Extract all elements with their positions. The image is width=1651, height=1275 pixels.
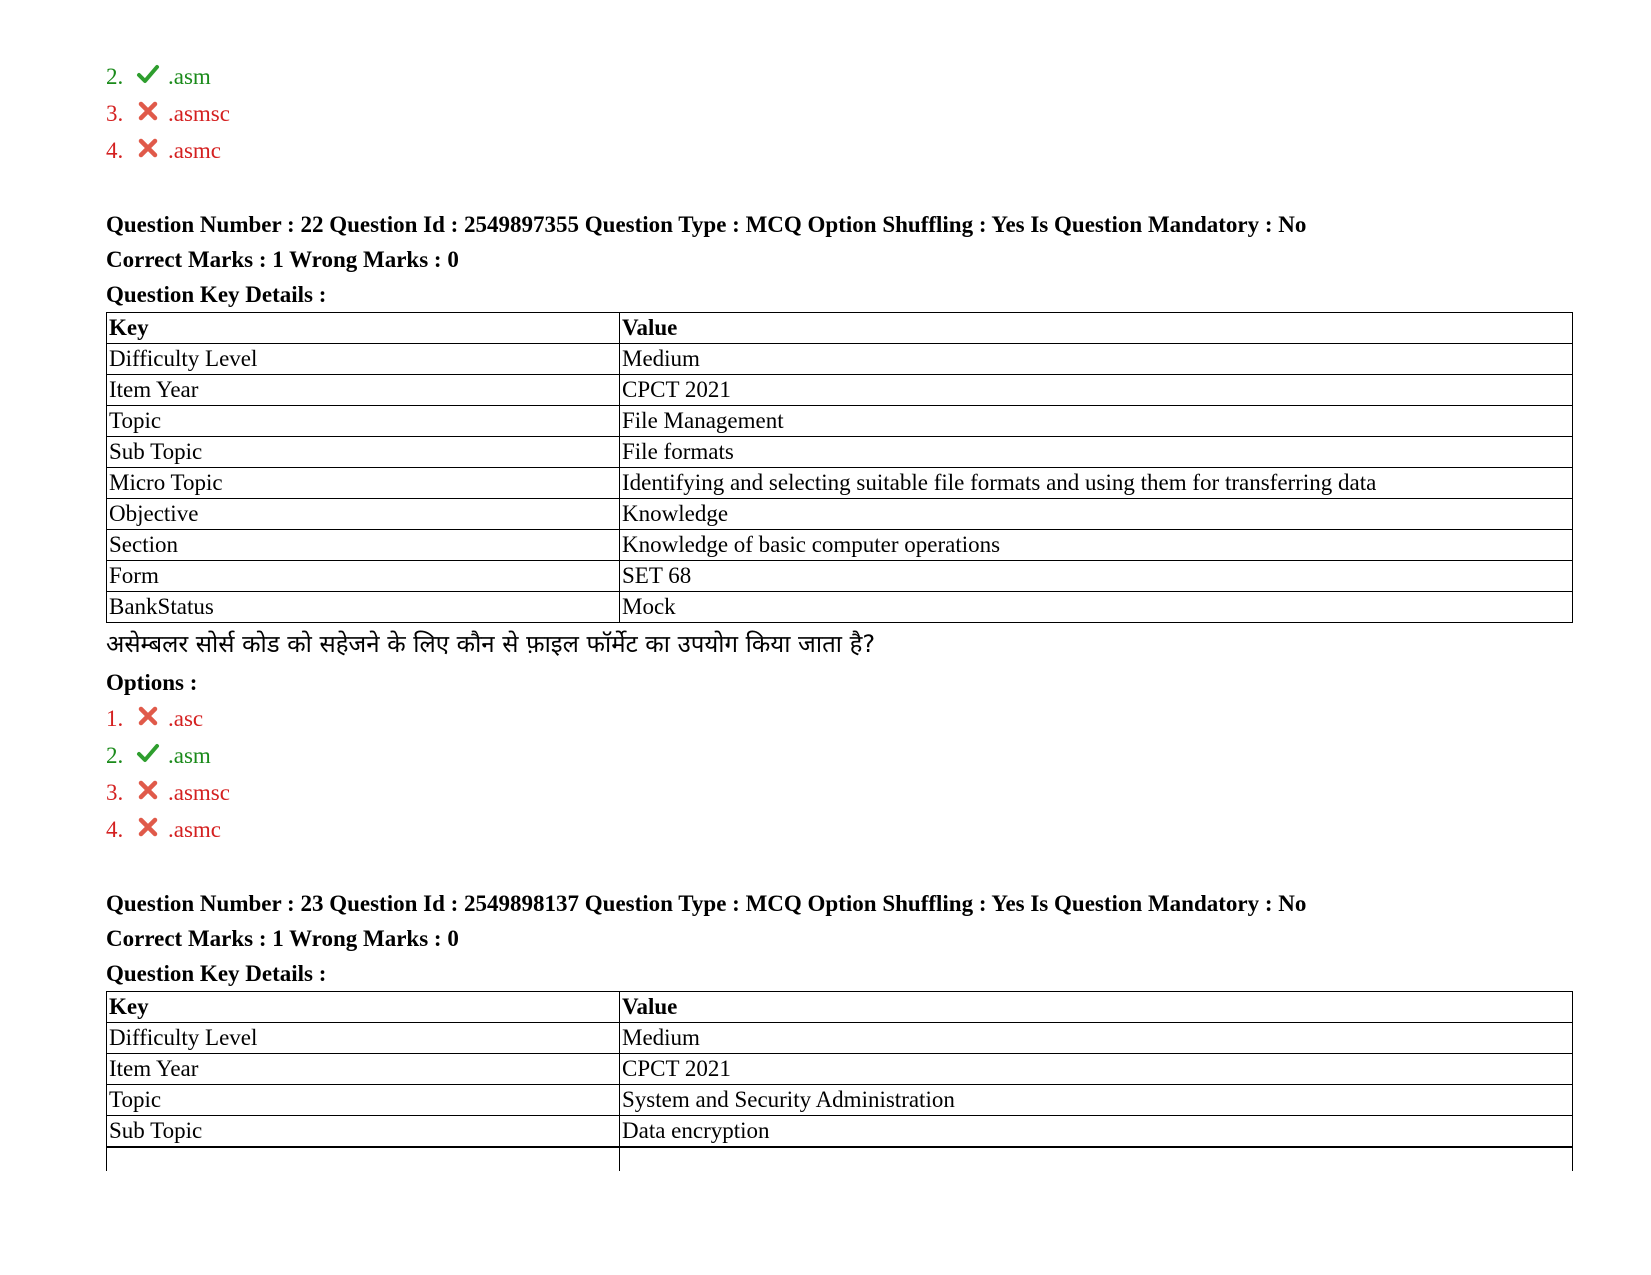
option-item: 1. .asc xyxy=(106,700,1576,737)
previous-options-list xyxy=(106,58,1576,169)
option-item: 2. .asm xyxy=(106,737,1576,774)
table-row: Topic File Management xyxy=(107,406,1573,437)
table-row: Objective Knowledge xyxy=(107,499,1573,530)
key-details-label: Question Key Details : xyxy=(106,282,327,307)
question-text: असेम्बलर सोर्स कोड को सहेजने के लिए कौन से फ़ाइल फॉर्मेट का उपयोग किया जाता है? xyxy=(106,630,876,658)
question-marks: Correct Marks : 1 Wrong Marks : 0 xyxy=(106,247,459,272)
options-list xyxy=(106,700,1576,848)
key-details-table xyxy=(106,312,1573,623)
question-header: Question Number : 23 Question Id : 2549898137 Question Type : MCQ Option Shuffling : Yes Is Question Mandatory : No xyxy=(106,891,1307,916)
table-row: Difficulty Level Medium xyxy=(107,1023,1573,1054)
table-row: Section Knowledge of basic computer operations xyxy=(107,530,1573,561)
key-details-table xyxy=(106,991,1573,1147)
option-item: 3. .asmsc xyxy=(106,95,1576,132)
question-block xyxy=(106,207,1576,848)
table-row: Sub Topic Data encryption xyxy=(107,1116,1573,1147)
option-item: 4. .asmc xyxy=(106,132,1576,169)
table-row: Micro Topic Identifying and selecting suitable file formats and using them for transferring data xyxy=(107,468,1573,499)
table-continuation xyxy=(106,1147,1573,1171)
option-item: 4. .asmc xyxy=(106,811,1576,848)
table-row: BankStatus Mock xyxy=(107,592,1573,623)
cross-icon xyxy=(136,99,160,123)
table-header-row: Key Value xyxy=(107,313,1573,344)
cross-icon xyxy=(136,778,160,802)
table-row: Topic System and Security Administration xyxy=(107,1085,1573,1116)
document-page xyxy=(106,58,1576,1171)
question-block xyxy=(106,886,1576,1171)
table-row: Item Year CPCT 2021 xyxy=(107,1054,1573,1085)
key-details-label: Question Key Details : xyxy=(106,961,327,986)
table-header-row: Key Value xyxy=(107,992,1573,1023)
question-header: Question Number : 22 Question Id : 2549897355 Question Type : MCQ Option Shuffling : Yes Is Question Mandatory : No xyxy=(106,212,1307,237)
question-marks: Correct Marks : 1 Wrong Marks : 0 xyxy=(106,926,459,951)
table-row: Item Year CPCT 2021 xyxy=(107,375,1573,406)
table-row: Form SET 68 xyxy=(107,561,1573,592)
option-item: 2. .asm xyxy=(106,58,1576,95)
cross-icon xyxy=(136,815,160,839)
cross-icon xyxy=(136,136,160,160)
option-item: 3. .asmsc xyxy=(106,774,1576,811)
check-icon xyxy=(136,62,160,86)
table-row: Difficulty Level Medium xyxy=(107,344,1573,375)
check-icon xyxy=(136,741,160,765)
cross-icon xyxy=(136,704,160,728)
table-row: Sub Topic File formats xyxy=(107,437,1573,468)
options-label: Options : xyxy=(106,670,198,695)
